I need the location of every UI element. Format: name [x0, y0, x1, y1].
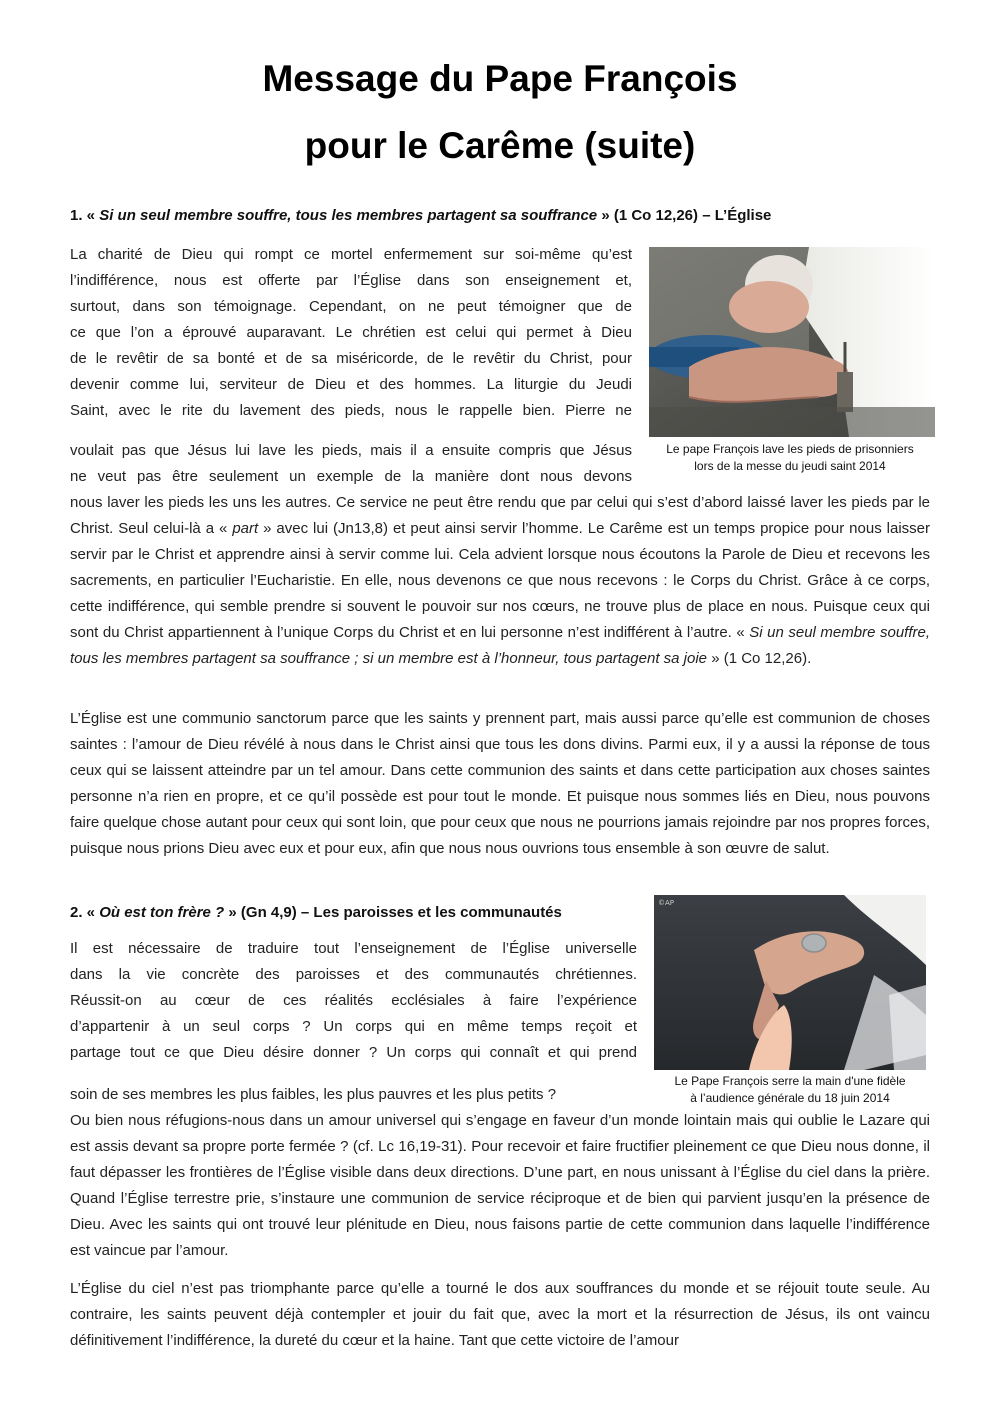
section1-intro-line: La charité de Dieu qui rompt ce mortel enfermement sur soi-même qu’est — [70, 246, 632, 263]
photo2-caption — [640, 1073, 940, 1107]
section2-intro-line: Il est nécessaire de traduire tout l’enseignement de l’Église universelle — [70, 940, 637, 957]
section2-mid — [70, 1082, 637, 1108]
section1-mid-line: ne veut pas être seulement un exemple de la manière dont nous devons — [70, 468, 632, 485]
section1-body-text-c: » (1 Co 12,26). — [711, 650, 812, 667]
foot-washing-illustration — [649, 247, 935, 437]
section1-mid-line: voulait pas que Jésus lui lave les pieds, mais il a ensuite compris que Jésus — [70, 442, 632, 459]
photo2-credit: ©AP — [658, 899, 675, 907]
section2-body: Ou bien nous réfugions-nous dans un amour universel qui s’engage en faveur d’un monde lointain mais qui oublie le Lazare qui est assis devant sa propre porte fermée ? (cf. Lc 16,19-31). Pour recevoir et faire fructifier pleinement ce que Dieu nous donne, il faut dépasser les frontières de l’Église visible dans deux directions. D’une part, en nous unissant à l’Église du ciel dans la prière. Quand l’Église terrestre prie, s’instaure une communion de service réciproque et de bien qui parvient jusqu’en la présence de Dieu. Avec les saints qui ont trouvé leur plénitude en Dieu, nous faisons partie de cette communion dans laquelle l’indifférence est vaincue par l’amour. — [70, 1112, 930, 1259]
section2-para2: L’Église du ciel n’est pas triomphante parce qu’elle a tourné le dos aux souffrances du monde et se réjouit toute seule. Au contraire, les saints peuvent déjà contempler et jouir du fait que, avec la mort et la résurrection de Jésus, ils ont vaincu définitivement l’indifférence, la dureté du cœur et la haine. Tant que cette victoire de l’amour — [70, 1280, 930, 1349]
section2-intro — [70, 936, 637, 1066]
section2-heading-number: 2. « — [70, 904, 96, 921]
section1-intro-line: Saint, avec le rite du lavement des pieds, nous le rappelle bien. Pierre ne — [70, 402, 632, 419]
section2-heading — [70, 904, 562, 921]
section1-intro-line: l’indifférence, nous est offerte par l’Église dans son enseignement et, — [70, 272, 632, 289]
photo1-caption-line1: Le pape François lave les pieds de prisonniers — [666, 442, 914, 456]
section1-intro — [70, 242, 632, 424]
section1-body — [70, 490, 930, 672]
foot-washing-photo — [649, 247, 935, 437]
section2-mid-line: soin de ses membres les plus faibles, les plus pauvres et les plus petits ? — [70, 1086, 557, 1103]
section1-intro-line: surtout, dans son témoignage. Cependant, on ne peut témoigner que de — [70, 298, 632, 315]
section2-intro-line: d’appartenir à un seul corps ? Un corps qui en même temps reçoit et — [70, 1018, 637, 1035]
section1-body-text-a: nous laver les pieds les uns les autres. Ce service ne peut être rendu que par celui qui s’est d’abord laissé laver les pieds par le Christ. Seul celui-là a « — [70, 494, 930, 537]
photo2-caption-line1: Le Pape François serre la main d'une fidèle — [674, 1074, 906, 1088]
photo2-caption-line2: à l’audience générale du 18 juin 2014 — [690, 1091, 890, 1105]
section1-heading — [70, 207, 771, 224]
page-title-line2: pour le Carême (suite) — [304, 125, 696, 166]
handshake-photo — [654, 895, 926, 1070]
section2-intro-line: dans la vie concrète des paroisses et des communautés chrétiennes. — [70, 966, 637, 983]
section2-heading-rest: » (Gn 4,9) – Les paroisses et les communautés — [228, 904, 562, 921]
photo1-caption — [640, 441, 940, 475]
page-title-line1: Message du Pape François — [262, 58, 738, 99]
section1-intro-line: devenir comme lui, serviteur de Dieu et des hommes. La liturgie du Jeudi — [70, 376, 632, 393]
section1-heading-quote: Si un seul membre souffre, tous les membres partagent sa souffrance — [99, 207, 598, 224]
section1-heading-rest: » (1 Co 12,26) – L’Église — [601, 207, 772, 224]
handshake-illustration — [654, 895, 926, 1070]
section2-intro-line: Réussit-on au cœur de ces réalités ecclésiales à faire l’expérience — [70, 992, 637, 1009]
section2-heading-quote: Où est ton frère ? — [99, 904, 225, 921]
section1-intro-line: de le revêtir de sa bonté et de sa miséricorde, de le revêtir du Christ, pour — [70, 350, 632, 367]
section1-body-italic-part: part — [232, 520, 259, 537]
section2-intro-line: partage tout ce que Dieu désire donner ? Un corps qui connaît et qui prend — [70, 1044, 637, 1061]
section1-mid — [70, 438, 632, 490]
section1-body-text-b: » avec lui (Jn13,8) et peut ainsi servir l’homme. Le Carême est un temps propice pour nous laisser servir par le Christ et apprendre ainsi à servir comme lui. Cela advient lorsque nous écoutons la Parole de Dieu et recevons les sacrements, en particulier l’Eucharistie. En elle, nous devenons ce que nous recevons : le Corps du Christ. Grâce à ce corps, cette indifférence, qui semble prendre si souvent le pouvoir sur nos cœurs, ne trouve plus de place en nous. Puisque ceux qui sont du Christ appartiennent à l’unique Corps du Christ et en lui personne n’est indifférent à l’autre. « — [70, 520, 931, 641]
section1-para2: L’Église est une communio sanctorum parce que les saints y prennent part, mais aussi parce qu’elle est communion de choses saintes : l’amour de Dieu révélé à nous dans le Christ ainsi que tous les dons divins. Parmi eux, il y a aussi la réponse de tous ceux qui se laissent atteindre par un tel amour. Dans cette communion des saints et dans cette participation aux choses saintes personne n’a rien en propre, et ce qu’il possède est pour tout le monde. Et puisque nous sommes liés en Dieu, nous pouvons faire quelque chose autant pour ceux qui sont loin, que pour ceux que nous ne pourrions jamais rejoindre par nos propres forces, puisque nous prions Dieu avec eux et pour eux, afin que nous nous ouvrions tous ensemble à son œuvre de salut. — [70, 710, 930, 857]
section1-body-italic-quote: Si un seul membre souffre, tous les membres partagent sa souffrance ; si un membre est à l’honneur, tous partagent sa joie — [70, 624, 931, 667]
section1-heading-number: 1. « — [70, 207, 96, 224]
section1-intro-line: ce que l’on a éprouvé auparavant. Le chrétien est celui qui permet à Dieu — [70, 324, 632, 341]
photo1-caption-line2: lors de la messe du jeudi saint 2014 — [694, 459, 886, 473]
